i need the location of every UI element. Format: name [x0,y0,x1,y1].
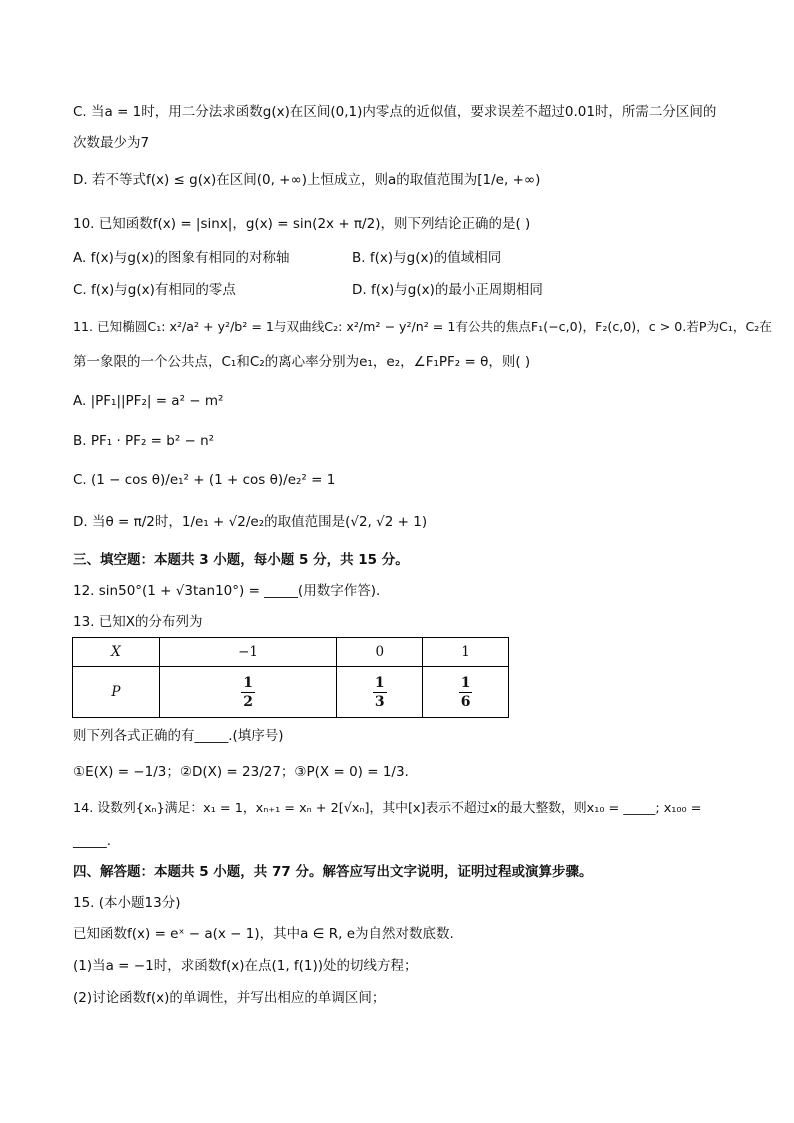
q11-option-d: D. 当θ = π/2时，1/e₁ + √2/e₂的取值范围是(√2, √2 + 1) [73,514,428,530]
q15-part1: (1)当a = −1时，求函数f(x)在点(1, f(1))处的切线方程； [73,958,418,974]
q15-stem: 已知函数f(x) = eˣ − a(x − 1)，其中a ∈ R, e为自然对数底数. [73,926,454,942]
table-row [73,667,509,718]
table-cell-value: 1 [423,638,509,667]
q11-stem-line2: 第一象限的一个公共点，C₁和C₂的离心率分别为e₁，e₂，∠F₁PF₂ = θ，则( ) [73,354,531,370]
q12-text: 12. sin50°(1 + √3tan10°) = _____(用数字作答). [73,583,381,599]
fraction-denominator: 3 [374,693,385,710]
table-cell-x-label: X [73,638,160,667]
fraction [373,674,387,711]
q14-line1: 14. 设数列{xₙ}满足：x₁ = 1，xₙ₊₁ = xₙ + 2[√xₙ]，其中[x]表示不超过x的最大整数，则x₁₀ = _____; x₁₀₀ = [73,801,702,816]
q10-stem: 10. 已知函数f(x) = |sinx|，g(x) = sin(2x + π/2)，则下列结论正确的是( ) [73,216,531,232]
q9-option-c-line2: 次数最少为7 [73,135,150,151]
table-row [73,638,509,667]
section3-heading: 三、填空题：本题共 3 小题，每小题 5 分，共 15 分。 [73,552,409,568]
q11-stem-line1: 11. 已知椭圆C₁: x²/a² + y²/b² = 1与双曲线C₂: x²/m² − y²/n² = 1有公共的焦点F₁(−c,0)，F₂(c,0)，c > 0.若P为C₁，C₂在 [73,319,772,334]
table-cell-value: 0 [337,638,423,667]
fraction-numerator: 1 [243,674,253,691]
fraction [241,674,255,711]
fraction-numerator: 1 [374,674,385,691]
table-cell-value: −1 [159,638,337,667]
q9-option-c-line1: C. 当a = 1时，用二分法求函数g(x)在区间(0,1)内零点的近似值，要求误差不超过0.01时，所需二分区间的 [73,104,717,120]
table-cell-probability [423,667,509,718]
q11-option-a: A. |PF₁||PF₂| = a² − m² [73,393,224,409]
table-cell-p-label: P [73,667,160,718]
section4-heading: 四、解答题：本题共 5 小题，共 77 分。解答应写出文字说明，证明过程或演算步骤。 [73,864,593,880]
q15-title: 15. (本小题13分) [73,895,181,911]
q11-option-c: C. (1 − cos θ)/e₁² + (1 + cos θ)/e₂² = 1 [73,472,336,488]
fraction [459,674,473,711]
q13-after-table: 则下列各式正确的有_____.(填序号) [73,728,284,744]
q10-option-a: A. f(x)与g(x)的图象有相同的对称轴 [73,250,290,266]
q10-option-b: B. f(x)与g(x)的值域相同 [352,250,502,266]
q10-option-d: D. f(x)与g(x)的最小正周期相同 [352,282,543,298]
q11-option-b: B. PF₁ · PF₂ = b² − n² [73,433,215,449]
q13-stem: 13. 已知X的分布列为 [73,614,203,630]
table-cell-probability [159,667,337,718]
fraction-numerator: 1 [460,674,471,691]
distribution-table [72,637,509,718]
fraction-denominator: 6 [460,693,471,710]
q14-line2: _____. [73,833,112,849]
table-cell-probability [337,667,423,718]
q15-part2: (2)讨论函数f(x)的单调性，并写出相应的单调区间； [73,990,386,1006]
q10-option-c: C. f(x)与g(x)有相同的零点 [73,282,236,298]
q9-option-d: D. 若不等式f(x) ≤ g(x)在区间(0, +∞)上恒成立，则a的取值范围为[1/e, +∞) [73,172,541,188]
fraction-denominator: 2 [243,693,253,710]
q13-choices: ①E(X) = −1/3；②D(X) = 23/27；③P(X = 0) = 1/3. [73,764,409,780]
